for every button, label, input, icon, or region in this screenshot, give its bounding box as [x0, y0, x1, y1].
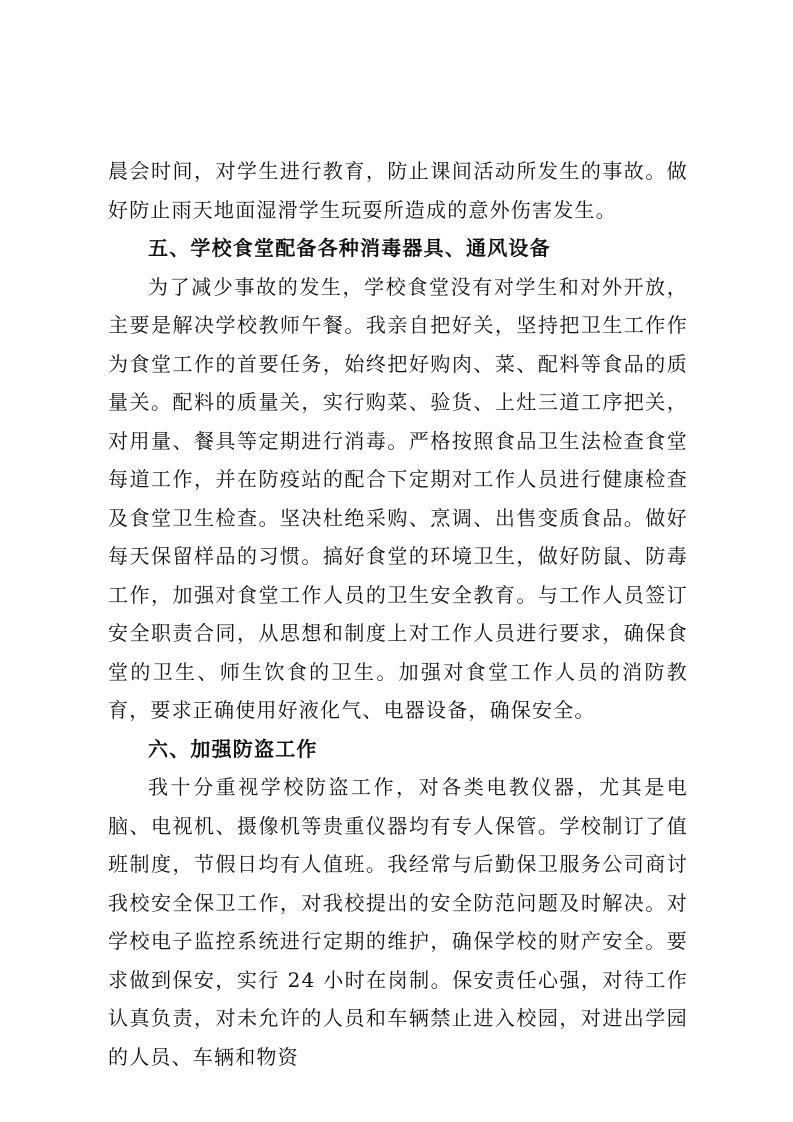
- document-body: [108, 152, 688, 1076]
- section-heading-canteen: 五、学校食堂配备各种消毒器具、通风设备: [148, 236, 551, 260]
- paragraph-canteen-hygiene: 为了减少事故的发生，学校食堂没有对学生和对外开放，主要是解决学校教师午餐。我亲自把好关，坚持把卫生工作作为食堂工作的首要任务，始终把好购肉、菜、配料等食品的质量关。配料的质量关，实行购菜、验货、上灶三道工序把关，对用量、餐具等定期进行消毒。严格按照食品卫生法检查食堂每道工作，并在防疫站的配合下定期对工作人员进行健康检查及食堂卫生检查。坚决杜绝采购、烹调、出售变质食品。做好每天保留样品的习惯。搞好食堂的环境卫生，做好防鼠、防毒工作，加强对食堂工作人员的卫生安全教育。与工作人员签订安全职责合同，从思想和制度上对工作人员进行要求，确保食堂的卫生、师生饮食的卫生。加强对食堂工作人员的消防教育，要求正确使用好液化气、电器设备，确保安全。: [108, 274, 688, 722]
- section-heading-anti-theft: 六、加强防盗工作: [148, 736, 318, 761]
- paragraph-anti-theft: 我十分重视学校防盗工作，对各类电教仪器，尤其是电脑、电视机、摄像机等贵重仪器均有专人保管。学校制订了值班制度，节假日均有人值班。我经常与后勤保卫服务公司商讨我校安全保卫工作，对我校提出的安全防范问题及时解决。对学校电子监控系统进行定期的维护，确保学校的财产安全。要求做到保安，实行 24 小时在岗制。保安责任心强，对待工作认真负责，对未允许的人员和车辆禁止进入校园，对进出学园的人员、车辆和物资: [108, 775, 688, 1069]
- paragraph-morning-safety: 晨会时间，对学生进行教育，防止课间活动所发生的事故。做好防止雨天地面湿滑学生玩耍所造成的意外伤害发生。: [108, 159, 688, 222]
